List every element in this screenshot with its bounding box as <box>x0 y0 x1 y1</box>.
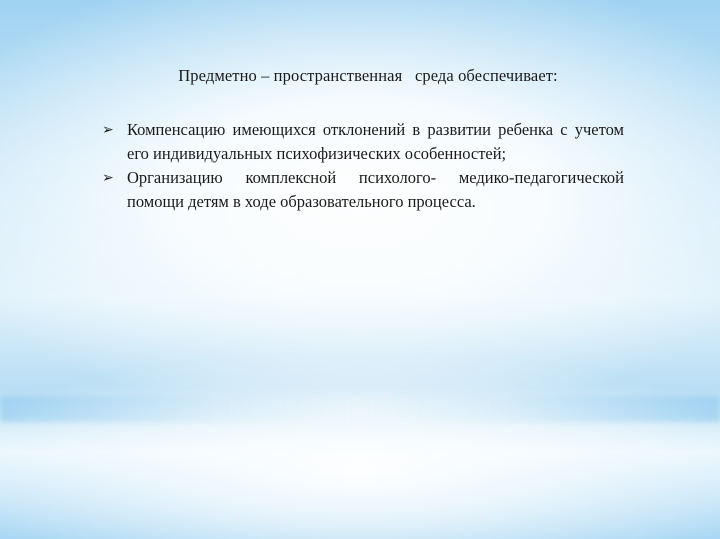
list-item-text: Организацию комплексной психолого- медико-педагогической помощи детям в ходе образовательного процесса. <box>127 168 624 211</box>
list-item <box>102 166 624 214</box>
list-item <box>102 118 624 166</box>
arrow-bullet-icon: ➢ <box>102 170 114 186</box>
slide-heading: Предметно – пространственная среда обеспечивает: <box>178 66 558 85</box>
bullet-list <box>102 118 624 214</box>
arrow-bullet-icon: ➢ <box>102 122 114 138</box>
decorative-light-band <box>0 396 720 422</box>
list-item-text: Компенсацию имеющихся отклонений в развитии ребенка с учетом его индивидуальных психофизических особенностей; <box>127 120 624 163</box>
